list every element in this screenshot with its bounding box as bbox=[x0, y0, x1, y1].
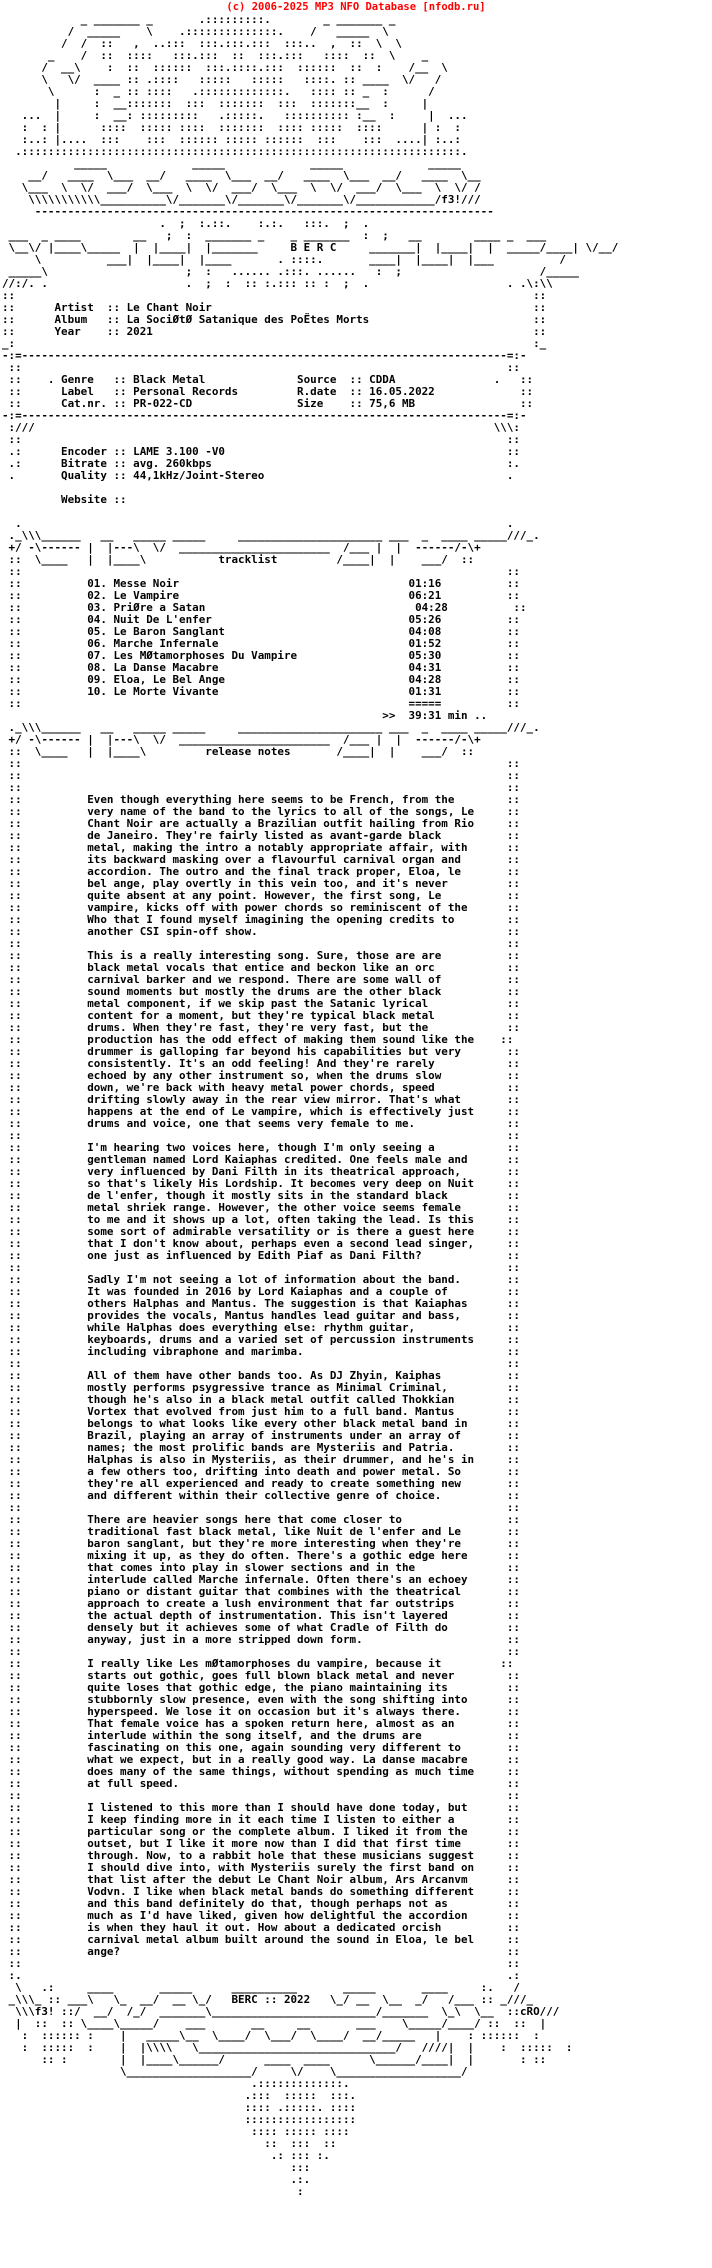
nfo-line: :: I keep finding more in it each time I listen to either a :: bbox=[2, 1813, 520, 1826]
nfo-line: :: :: bbox=[2, 433, 520, 446]
nfo-line: :: . Genre :: Black Metal Source :: CDDA . :: bbox=[2, 373, 534, 386]
nfo-line: :: All of them have other bands too. As DJ Zhyin, Kaiphas :: bbox=[2, 1369, 520, 1382]
nfo-line: :: Who that I found myself imagining the opening credits to :: bbox=[2, 913, 520, 926]
nfo-line: :: quite loses that gothic edge, the piano maintaining its :: bbox=[2, 1681, 520, 1694]
nfo-line: :: :: bbox=[2, 1129, 520, 1142]
nfo-line: : : | :::: ::::: :::: ::::::: :::: ::::: :::: | : : bbox=[2, 121, 461, 134]
nfo-line: Website :: bbox=[2, 493, 127, 506]
nfo-line: :: others Halphas and Mantus. The suggestion is that Kaiaphas :: bbox=[2, 1297, 520, 1310]
nfo-line: :: content for a moment, but they're typical black metal :: bbox=[2, 1009, 520, 1022]
nfo-line: : ::::: : | |\\\\ \______________________________/ ////| | : ::::: : bbox=[2, 2041, 573, 2054]
nfo-line: :: belongs to what looks like every other black metal band in :: bbox=[2, 1417, 520, 1430]
nfo-line: :: Artist :: Le Chant Noir :: bbox=[2, 301, 547, 314]
nfo-line: :: 04. Nuit De L'enfer 05:26 :: bbox=[2, 613, 520, 626]
nfo-line: :: so that's likely His Lordship. It becomes very deep on Nuit :: bbox=[2, 1177, 520, 1190]
nfo-line: / / :: , ..::: :::.:::.::: :::.. , :: \ \ bbox=[2, 37, 402, 50]
nfo-line: :: including vibraphone and marimba. :: bbox=[2, 1345, 520, 1358]
nfo-line: //:/. . . ; : :: :.::: :: : ; . . .\:\\ bbox=[2, 277, 553, 290]
nfo-line: :: : | |____\______/ ____ ____ \______/____| | : :: bbox=[2, 2053, 547, 2066]
nfo-line: :: 08. La Danse Macabre 04:31 :: bbox=[2, 661, 520, 674]
nfo-line: :: while Halphas does everything else: rhythm guitar, :: bbox=[2, 1321, 520, 1334]
nfo-line: :: Brazil, playing an array of instruments under an array of :: bbox=[2, 1429, 520, 1442]
nfo-line: :: 05. Le Baron Sanglant 04:08 :: bbox=[2, 625, 520, 638]
nfo-line: :: outset, but I like it more now than I did that first time :: bbox=[2, 1837, 520, 1850]
nfo-line: +/ -\------ | |---\ \/ _______________________ /___ | | ------/-\+ bbox=[2, 541, 481, 554]
nfo-line: :: its backward masking over a flavourful carnival organ and :: bbox=[2, 853, 520, 866]
nfo-line: _____\ ; : ...... .:::. ...... : ; /_____ bbox=[2, 265, 579, 278]
nfo-line: :: I really like Les mØtamorphoses du vampire, because it :: bbox=[2, 1657, 514, 1670]
nfo-line: \___________________/ \/ \___________________/ bbox=[2, 2065, 468, 2078]
nfo-line: :. .: bbox=[2, 1969, 520, 1982]
nfo-line: :: baron sanglant, but they're more interesting when they're :: bbox=[2, 1537, 520, 1550]
nfo-line: :: 02. Le Vampire 06:21 :: bbox=[2, 589, 520, 602]
nfo-line: :: a few others too, drifting into death and power metal. So :: bbox=[2, 1465, 520, 1478]
nfo-line: \ .: ____ _____ __________ _____ ____ :. / bbox=[2, 1981, 520, 1994]
nfo-line: :: :: bbox=[2, 757, 520, 770]
nfo-line: :..: |.... ::: ::: :::::: ::::: :::::: ::: ::: ....| :..: bbox=[2, 133, 461, 146]
nfo-line: :: Year :: 2021 :: bbox=[2, 325, 547, 338]
nfo-line: _____ _____ _____ _____ bbox=[2, 157, 461, 170]
nfo-line: :: :: bbox=[2, 565, 520, 578]
nfo-line: :: Chant Noir are actually a Brazilian outfit hailing from Rio :: bbox=[2, 817, 520, 830]
nfo-line: :: :: bbox=[2, 1957, 520, 1970]
nfo-line: :: particular song or the complete album. I liked it from the :: bbox=[2, 1825, 520, 1838]
nfo-line: :: does many of the same things, without spending as much time :: bbox=[2, 1765, 520, 1778]
nfo-line: :: interlude within the song itself, and the drums are :: bbox=[2, 1729, 520, 1742]
nfo-line: :: they're all experienced and ready to create something new :: bbox=[2, 1477, 520, 1490]
nfo-line: :: There are heavier songs here that come closer to :: bbox=[2, 1513, 520, 1526]
nfo-line: _ / :: :::: :::.::: :: :::.::: :::: :: \ _ bbox=[2, 49, 429, 62]
nfo-line: \___ \ \/ ___/ \___ \ \/ ___/ \___ \ \/ ___/ \___ \ \/ / bbox=[2, 181, 481, 194]
nfo-line: :: carnival metal album built around the sound in Eloa, le bel :: bbox=[2, 1933, 520, 1946]
nfo-line: :: Vortex that evolved from just him to a full band. Mantus :: bbox=[2, 1405, 520, 1418]
nfo-line: :: to me and it shows up a lot, often taking the lead. Is this :: bbox=[2, 1213, 520, 1226]
site-header: (c) 2006-2025 MP3 NFO Database [nfodb.ru] bbox=[226, 1, 486, 13]
nfo-line: :: one just as influenced by Edith Piaf as Dani Filth? :: bbox=[2, 1249, 520, 1262]
nfo-line: __/ ____ \___ __/ ____ \___ __/ ____ \___ __/ ____ \__ bbox=[2, 169, 481, 182]
nfo-line: .:. bbox=[2, 2173, 311, 2186]
nfo-line: :: That female voice has a spoken return here, almost as an :: bbox=[2, 1717, 520, 1730]
nfo-line: _: :_ bbox=[2, 337, 547, 350]
nfo-line: :: the actual depth of instrumentation. This isn't layered :: bbox=[2, 1609, 520, 1622]
nfo-line: :: hyperspeed. We lose it on occasion but it's always there. :: bbox=[2, 1705, 520, 1718]
nfo-line: :: :: bbox=[2, 1789, 520, 1802]
nfo-line: :: 01. Messe Noir 01:16 :: bbox=[2, 577, 520, 590]
nfo-line: :: Halphas is also in Mysteriis, as their drummer, and he's in :: bbox=[2, 1453, 520, 1466]
nfo-line: :: metal, making the intro a notably appropriate affair, with :: bbox=[2, 841, 520, 854]
nfo-line: :::: .:::::. :::: bbox=[2, 2101, 357, 2114]
nfo-line: >> 39:31 min .. bbox=[2, 709, 494, 722]
nfo-line: :: :: bbox=[2, 769, 520, 782]
nfo-line: \ ___| |____| |____ . ::::. ____| |____| |___ / bbox=[2, 253, 566, 266]
nfo-line: :: bel ange, play overtly in this vein too, and it's never :: bbox=[2, 877, 520, 890]
nfo-line: ... | : __: ::::::::: .:::::. :::::::::: :__ : | ... bbox=[2, 109, 468, 122]
nfo-line: ._\\\______ __ _____ _____ ______________________ ___ _ ____ _____///_. bbox=[2, 721, 540, 734]
nfo-line: :: approach to create a lush environment that far outstrips :: bbox=[2, 1597, 520, 1610]
nfo-line: :: Vodvn. I like when black metal bands do something different :: bbox=[2, 1885, 520, 1898]
nfo-line: : bbox=[2, 2185, 304, 2198]
nfo-line: :: I'm hearing two voices here, though I'm only seeing a :: bbox=[2, 1141, 520, 1154]
nfo-line: :: that list after the debut Le Chant Noir album, Ars Arcanvm :: bbox=[2, 1873, 520, 1886]
nfo-line: :: Even though everything here seems to be French, from the :: bbox=[2, 793, 520, 806]
nfo-line: :: 03. PriØre a Satan 04:28 :: bbox=[2, 601, 527, 614]
nfo-line: :: 10. Le Morte Vivante 01:31 :: bbox=[2, 685, 520, 698]
nfo-line: | :: :: \____\_____/ ___ __ __ ___ \_____/____/ :: :: | bbox=[2, 2017, 547, 2030]
nfo-line: :: stubbornly slow presence, even with the song shifting into :: bbox=[2, 1693, 520, 1706]
nfo-line: _\\\_ :: ___\ \_ __/ __ \_/ BERC :: 2022 \_/ __ \__ _/ /___ :: _///_ bbox=[2, 1993, 534, 2006]
nfo-line: :: and different within their collective genre of choice. :: bbox=[2, 1489, 520, 1502]
nfo-line: :: accordion. The outro and the final track proper, Eloa, le :: bbox=[2, 865, 520, 878]
nfo-line: :: mostly performs psygressive trance as Minimal Criminal, :: bbox=[2, 1381, 520, 1394]
nfo-line: :: drummer is galloping far beyond his capabilities but very :: bbox=[2, 1045, 520, 1058]
nfo-line: :: echoed by any other instrument so, when the drums slow :: bbox=[2, 1069, 520, 1082]
nfo-line: :: Cat.nr. :: PR-022-CD Size :: 75,6 MB :: bbox=[2, 397, 534, 410]
nfo-line: :: names; the most prolific bands are Mysteriis and Patria. :: bbox=[2, 1441, 520, 1454]
nfo-line: :: another CSI spin-off show. :: bbox=[2, 925, 520, 938]
nfo-line: .: Encoder :: LAME 3.100 -V0 :: bbox=[2, 445, 520, 458]
nfo-line: :: :: bbox=[2, 1261, 520, 1274]
nfo-line: :: metal component, if we skip past the Satanic lyrical :: bbox=[2, 997, 520, 1010]
nfo-line: :: anyway, just in a more stripped down form. :: bbox=[2, 1633, 520, 1646]
nfo-line: :: some sort of admirable versatility or is there a guest here :: bbox=[2, 1225, 520, 1238]
nfo-line: _ _______ _ .:::::::::. _ _______ _ bbox=[2, 13, 396, 26]
nfo-line: :: 09. Eloa, Le Bel Ange 04:28 :: bbox=[2, 673, 520, 686]
nfo-line: :: very influenced by Dani Filth in its theatrical approach, :: bbox=[2, 1165, 520, 1178]
nfo-line: :: through. Now, to a rabbit hole that these musicians suggest :: bbox=[2, 1849, 520, 1862]
nfo-line: :: down, we're back with heavy metal power chords, speed :: bbox=[2, 1081, 520, 1094]
nfo-line: :: Album :: La SociØtØ Satanique des PoËtes Morts :: bbox=[2, 313, 547, 326]
nfo-line: :: much as I'd have liked, given how delightful the accordion :: bbox=[2, 1909, 520, 1922]
nfo-line: :: :: bbox=[2, 1645, 520, 1658]
nfo-line: :: Sadly I'm not seeing a lot of information about the band. :: bbox=[2, 1273, 520, 1286]
nfo-line: :: This is a really interesting song. Sure, those are are :: bbox=[2, 949, 520, 962]
nfo-line: :: interlude called Marche infernale. Often there's an echoey :: bbox=[2, 1573, 520, 1586]
nfo-line: :: fascinating on this one, again sounding very different to :: bbox=[2, 1741, 520, 1754]
nfo-line: :: is when they haul it out. How about a dedicated orcish :: bbox=[2, 1921, 520, 1934]
nfo-line: :: 07. Les MØtamorphoses Du Vampire 05:30 :: bbox=[2, 649, 520, 662]
nfo-line: ::: bbox=[2, 2161, 311, 2174]
nfo-line: :: \____ | |____\ tracklist /____| | ___/ :: bbox=[2, 553, 475, 566]
nfo-line: / __\ : :: :::::: :::.::::.::: :::::: :: : /__ \ bbox=[2, 61, 448, 74]
nfo-line: :: gentleman named Lord Kaiaphas credited. One feels male and :: bbox=[2, 1153, 520, 1166]
nfo-line: :: 06. Marche Infernale 01:52 :: bbox=[2, 637, 520, 650]
nfo-line: .: ::: :. bbox=[2, 2149, 330, 2162]
nfo-line: :: though he's also in a black metal outfit called Thokkian :: bbox=[2, 1393, 520, 1406]
nfo-line: :: that comes into play in slower sections and in the :: bbox=[2, 1561, 520, 1574]
nfo-line: :: happens at the end of Le vampire, which is effectively just :: bbox=[2, 1105, 520, 1118]
nfo-line: :: densely but it achieves some of what Cradle of Filth do :: bbox=[2, 1621, 520, 1634]
nfo-line: -:=--------------------------------------------------------------------------=:- bbox=[2, 409, 527, 422]
nfo-line: .: Bitrate :: avg. 260kbps :. bbox=[2, 457, 520, 470]
nfo-line: :: consistently. It's an odd feeling! And they're rarely :: bbox=[2, 1057, 520, 1070]
nfo-line: :: drifting slowly away in the rear view mirror. That's what :: bbox=[2, 1093, 520, 1106]
nfo-line: :: at full speed. :: bbox=[2, 1777, 520, 1790]
nfo-line: . . bbox=[2, 517, 514, 530]
nfo-line: | : __::::::: ::: ::::::: ::: :::::::__ : | bbox=[2, 97, 429, 110]
nfo-line: / _____ \ .::::::::::::::. / _____ \ bbox=[2, 25, 389, 38]
nfo-line: :: sound moments but mostly the drums are the other black :: bbox=[2, 985, 520, 998]
nfo-line: :: :: bbox=[2, 1357, 520, 1370]
nfo-line: ---------------------------------------------------------------------- bbox=[2, 205, 494, 218]
nfo-line: :: starts out gothic, goes full blown black metal and never :: bbox=[2, 1669, 520, 1682]
nfo-line: :: mixing it up, as they do often. There's a gothic edge here :: bbox=[2, 1549, 520, 1562]
nfo-line: :: ::: :: bbox=[2, 2137, 337, 2150]
nfo-line: .:::::::::::::::::::::::::::::::::::::::::::::::::::::::::::::::::::. bbox=[2, 145, 468, 158]
nfo-line: -:=--------------------------------------------------------------------------=:- bbox=[2, 349, 527, 362]
nfo-line: :::: ::::: :::: bbox=[2, 2125, 350, 2138]
nfo-line: :: very name of the band to the lyrics to all of the songs, Le :: bbox=[2, 805, 520, 818]
nfo-line: . Quality :: 44,1kHz/Joint-Stereo . bbox=[2, 469, 514, 482]
nfo-line: \\\f3! ::/ __/ /_/ _______\_________________________/_______ \_\ \__ ::cRO/// bbox=[2, 2005, 560, 2018]
nfo-line: . ; :.::. :.:. :::. ; . bbox=[2, 217, 370, 230]
nfo-line: :: traditional fast black metal, like Nuit de l'enfer and Le :: bbox=[2, 1525, 520, 1538]
nfo-line: :: production has the odd effect of making them sound like the :: bbox=[2, 1033, 514, 1046]
nfo-line: :: drums and voice, one that seems very female to me. :: bbox=[2, 1117, 520, 1130]
nfo-line: :: I should dive into, with Mysteriis surely the first band on :: bbox=[2, 1861, 520, 1874]
nfo-line: ___ _ ____ __ ; : _______ _ _ _______ : ; __ ____ _ ___ bbox=[2, 229, 547, 242]
nfo-line: : :::::: : | _____\__ \____/ \___/ \____/ __/_____ | : :::::: : bbox=[2, 2029, 540, 2042]
nfo-line: :: vampire, kicks off with power chords so reminiscent of the :: bbox=[2, 901, 520, 914]
nfo-line: :: :: bbox=[2, 289, 547, 302]
nfo-line: :: that I don't know about, perhaps even a second lead singer, :: bbox=[2, 1237, 520, 1250]
nfo-line: :: de l'enfer, though it mostly sits in the standard black :: bbox=[2, 1189, 520, 1202]
nfo-line: .:::::::::::::. bbox=[2, 2077, 350, 2090]
nfo-line: \\\\\\\\\\\__________\/_______\/_______\/_______\/____________/f3!/// bbox=[2, 193, 481, 206]
nfo-line: \__\/ |____\_____ | |____| |_______ B E R C _______| |____| | _____/____| \/__/ bbox=[2, 241, 619, 254]
nfo-line: :: black metal vocals that entice and beckon like an orc :: bbox=[2, 961, 520, 974]
nfo-text bbox=[0, 14, 618, 2198]
nfo-line: :: It was founded in 2016 by Lord Kaiaphas and a couple of :: bbox=[2, 1285, 520, 1298]
nfo-line: :: keyboards, drums and a varied set of percussion instruments :: bbox=[2, 1333, 520, 1346]
nfo-line: \ : _ :: :::: .:::::::::::::. :::: :: _ : / bbox=[2, 85, 435, 98]
nfo-line: ._\\\______ __ _____ _____ ______________________ ___ _ ____ _____///_. bbox=[2, 529, 540, 542]
nfo-line: :: ange? :: bbox=[2, 1945, 520, 1958]
nfo-line: :: metal shriek range. However, the other voice seems female :: bbox=[2, 1201, 520, 1214]
nfo-line: +/ -\------ | |---\ \/ _______________________ /___ | | ------/-\+ bbox=[2, 733, 481, 746]
nfo-line: :: quite absent at any point. However, the first song, Le :: bbox=[2, 889, 520, 902]
nfo-line: :: what we expect, but in a really good way. La danse macabre :: bbox=[2, 1753, 520, 1766]
nfo-line: :: :: bbox=[2, 937, 520, 950]
nfo-line: :: drums. When they're fast, they're very fast, but the :: bbox=[2, 1021, 520, 1034]
nfo-line: :: piano or distant guitar that combines with the theatrical :: bbox=[2, 1585, 520, 1598]
nfo-line: :: :: bbox=[2, 1501, 520, 1514]
nfo-line: :: and this band definitely do that, though perhaps not as :: bbox=[2, 1897, 520, 1910]
nfo-line: :: provides the vocals, Mantus handles lead guitar and bass, :: bbox=[2, 1309, 520, 1322]
nfo-line: ::::::::::::::::: bbox=[2, 2113, 357, 2126]
nfo-line: \ \/ ____ :: .:::: ::::: ::::: ::::. :: ____ \/ / bbox=[2, 73, 442, 86]
nfo-line: :: :: bbox=[2, 781, 520, 794]
nfo-line: :: \____ | |____\ release notes /____| | ___/ :: bbox=[2, 745, 475, 758]
nfo-line: :: ===== :: bbox=[2, 697, 520, 710]
nfo-line: .::: ::::: :::. bbox=[2, 2089, 357, 2102]
nfo-line: :: I listened to this more than I should have done today, but :: bbox=[2, 1801, 520, 1814]
nfo-line: :: carnival barker and we respond. There are some wall of :: bbox=[2, 973, 520, 986]
nfo-line: :: :: bbox=[2, 361, 520, 374]
nfo-line: :: de Janeiro. They're fairly listed as avant-garde black :: bbox=[2, 829, 520, 842]
nfo-line: :: Label :: Personal Records R.date :: 16.05.2022 :: bbox=[2, 385, 534, 398]
nfo-line: :/// \\\: bbox=[2, 421, 520, 434]
